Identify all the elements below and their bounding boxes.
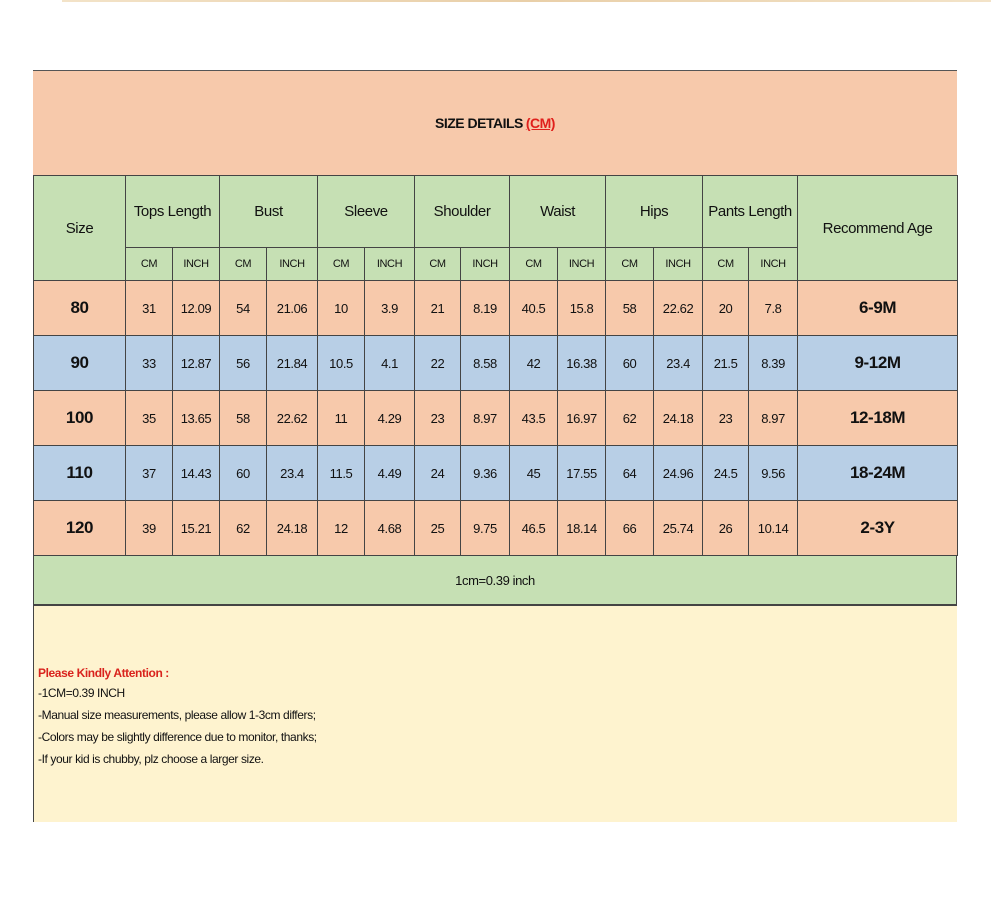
cell-cm: 31 <box>126 281 173 336</box>
header-row <box>34 176 958 248</box>
cell-inch: 15.21 <box>173 501 220 556</box>
cell-cm: 21 <box>415 281 461 336</box>
cell-cm: 56 <box>220 336 267 391</box>
cell-recommend-age: 2-3Y <box>798 501 958 556</box>
subheader-inch: INCH <box>558 248 606 281</box>
subheader-inch: INCH <box>173 248 220 281</box>
cell-size: 110 <box>34 446 126 501</box>
cell-cm: 11.5 <box>318 446 365 501</box>
subheader-cm: CM <box>606 248 654 281</box>
title-unit: (CM) <box>525 115 555 131</box>
table-row <box>34 281 958 336</box>
cell-inch: 21.84 <box>267 336 318 391</box>
cell-cm: 58 <box>220 391 267 446</box>
title-band <box>33 70 957 175</box>
cell-recommend-age: 6-9M <box>798 281 958 336</box>
subheader-cm: CM <box>415 248 461 281</box>
note-line: -Manual size measurements, please allow 1-3cm differs; <box>38 708 316 722</box>
subheader-inch: INCH <box>267 248 318 281</box>
size-table <box>33 175 958 556</box>
subheader-inch: INCH <box>365 248 415 281</box>
cell-inch: 10.14 <box>749 501 798 556</box>
note-line: -If your kid is chubby, plz choose a larger size. <box>38 752 264 766</box>
cell-cm: 21.5 <box>703 336 749 391</box>
cell-inch: 4.49 <box>365 446 415 501</box>
cell-cm: 10 <box>318 281 365 336</box>
header-hips: Hips <box>606 176 703 248</box>
title-text: SIZE DETAILS <box>435 115 523 131</box>
cell-recommend-age: 9-12M <box>798 336 958 391</box>
header-bust: Bust <box>220 176 318 248</box>
subheader-cm: CM <box>703 248 749 281</box>
cell-inch: 7.8 <box>749 281 798 336</box>
cell-cm: 43.5 <box>510 391 558 446</box>
size-chart <box>33 70 957 822</box>
cell-cm: 58 <box>606 281 654 336</box>
cell-inch: 12.09 <box>173 281 220 336</box>
subheader-cm: CM <box>220 248 267 281</box>
table-row <box>34 501 958 556</box>
header-recommend-age: Recommend Age <box>798 176 958 281</box>
cell-inch: 22.62 <box>654 281 703 336</box>
header-size: Size <box>34 176 126 281</box>
cell-cm: 62 <box>220 501 267 556</box>
header-tops-length: Tops Length <box>126 176 220 248</box>
cell-inch: 25.74 <box>654 501 703 556</box>
cell-inch: 22.62 <box>267 391 318 446</box>
cell-size: 80 <box>34 281 126 336</box>
conversion-text: 1cm=0.39 inch <box>455 572 535 588</box>
cell-cm: 37 <box>126 446 173 501</box>
cell-recommend-age: 12-18M <box>798 391 958 446</box>
cell-cm: 62 <box>606 391 654 446</box>
cell-inch: 17.55 <box>558 446 606 501</box>
cell-cm: 45 <box>510 446 558 501</box>
cell-inch: 24.18 <box>654 391 703 446</box>
table-row <box>34 336 958 391</box>
cell-inch: 8.39 <box>749 336 798 391</box>
cell-inch: 8.97 <box>461 391 510 446</box>
cell-cm: 23 <box>415 391 461 446</box>
cell-cm: 12 <box>318 501 365 556</box>
top-decorative-line <box>62 0 991 2</box>
header-pants-length: Pants Length <box>703 176 798 248</box>
cell-inch: 3.9 <box>365 281 415 336</box>
cell-cm: 26 <box>703 501 749 556</box>
subheader-cm: CM <box>510 248 558 281</box>
cell-cm: 64 <box>606 446 654 501</box>
cell-cm: 33 <box>126 336 173 391</box>
cell-inch: 9.56 <box>749 446 798 501</box>
cell-cm: 60 <box>220 446 267 501</box>
size-table-body <box>34 281 958 556</box>
cell-inch: 4.1 <box>365 336 415 391</box>
note-line: -1CM=0.39 INCH <box>38 686 125 700</box>
cell-inch: 8.58 <box>461 336 510 391</box>
cell-inch: 12.87 <box>173 336 220 391</box>
cell-size: 120 <box>34 501 126 556</box>
cell-cm: 25 <box>415 501 461 556</box>
cell-cm: 23 <box>703 391 749 446</box>
cell-inch: 9.75 <box>461 501 510 556</box>
cell-cm: 24 <box>415 446 461 501</box>
cell-inch: 16.38 <box>558 336 606 391</box>
cell-inch: 24.96 <box>654 446 703 501</box>
header-shoulder: Shoulder <box>415 176 510 248</box>
table-row <box>34 391 958 446</box>
cell-recommend-age: 18-24M <box>798 446 958 501</box>
cell-cm: 60 <box>606 336 654 391</box>
cell-inch: 15.8 <box>558 281 606 336</box>
cell-cm: 22 <box>415 336 461 391</box>
cell-cm: 40.5 <box>510 281 558 336</box>
note-line: -Colors may be slightly difference due to monitor, thanks; <box>38 730 317 744</box>
cell-inch: 24.18 <box>267 501 318 556</box>
notes-panel <box>33 606 957 822</box>
cell-cm: 54 <box>220 281 267 336</box>
cell-cm: 39 <box>126 501 173 556</box>
cell-cm: 46.5 <box>510 501 558 556</box>
notes-heading: Please Kindly Attention : <box>38 666 169 680</box>
cell-cm: 11 <box>318 391 365 446</box>
cell-inch: 16.97 <box>558 391 606 446</box>
cell-inch: 4.29 <box>365 391 415 446</box>
header-waist: Waist <box>510 176 606 248</box>
table-row <box>34 446 958 501</box>
cell-inch: 21.06 <box>267 281 318 336</box>
cell-cm: 35 <box>126 391 173 446</box>
cell-size: 100 <box>34 391 126 446</box>
cell-inch: 23.4 <box>654 336 703 391</box>
cell-cm: 20 <box>703 281 749 336</box>
subheader-cm: CM <box>318 248 365 281</box>
subheader-cm: CM <box>126 248 173 281</box>
cell-cm: 42 <box>510 336 558 391</box>
cell-inch: 4.68 <box>365 501 415 556</box>
header-sleeve: Sleeve <box>318 176 415 248</box>
subheader-inch: INCH <box>461 248 510 281</box>
cell-inch: 9.36 <box>461 446 510 501</box>
cell-inch: 13.65 <box>173 391 220 446</box>
cell-inch: 23.4 <box>267 446 318 501</box>
cell-inch: 8.19 <box>461 281 510 336</box>
cell-size: 90 <box>34 336 126 391</box>
conversion-band <box>33 556 957 606</box>
cell-inch: 8.97 <box>749 391 798 446</box>
subheader-inch: INCH <box>654 248 703 281</box>
cell-cm: 10.5 <box>318 336 365 391</box>
cell-inch: 14.43 <box>173 446 220 501</box>
subheader-inch: INCH <box>749 248 798 281</box>
cell-inch: 18.14 <box>558 501 606 556</box>
cell-cm: 66 <box>606 501 654 556</box>
cell-cm: 24.5 <box>703 446 749 501</box>
